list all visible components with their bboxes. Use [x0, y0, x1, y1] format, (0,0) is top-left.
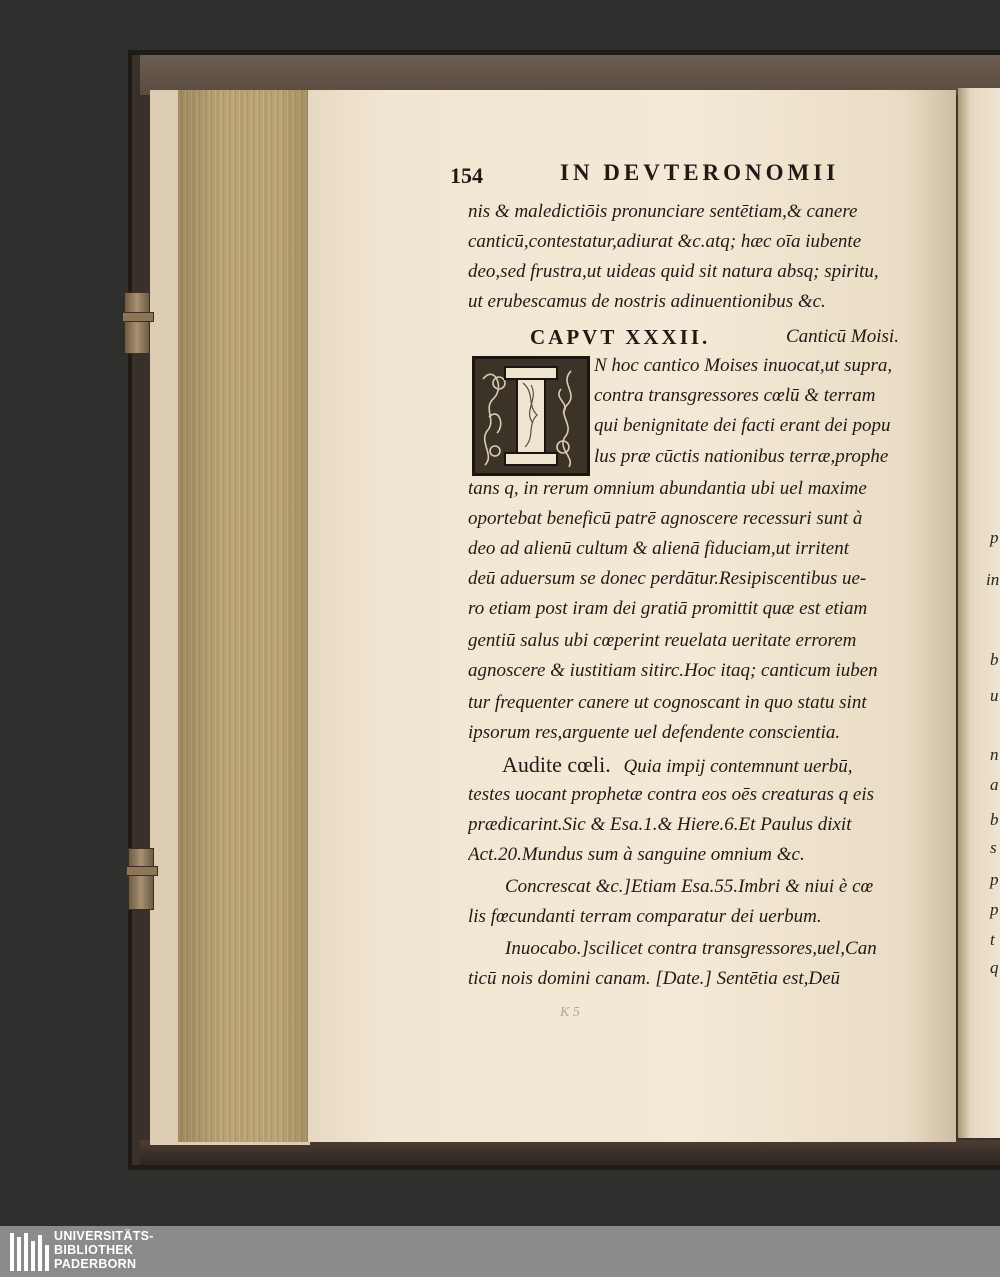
right-page-fragment: n	[990, 745, 999, 764]
right-page-edge	[958, 88, 1000, 1138]
lemma-text: Quia impij contemnunt uerbū,	[623, 756, 853, 777]
right-page-fragment: b	[990, 810, 999, 829]
text-line: Act.20.Mundus sum à sanguine omnium &c.	[468, 844, 805, 865]
right-page-fragment: u	[990, 686, 999, 705]
text-line: lis fœcundanti terram comparatur dei uerbum.	[468, 906, 822, 927]
text-line: oportebat beneficū patrē agnoscere recessuri sunt à	[468, 508, 863, 529]
text-line: qui benignitate dei facti erant dei popu	[594, 415, 891, 436]
institution-line: PADERBORN	[54, 1257, 137, 1271]
text-line: deū aduersum se donec perdātur.Resipiscentibus ue-	[468, 568, 867, 589]
right-page-fragment: in	[986, 570, 1000, 589]
right-page-fragment: p	[990, 528, 999, 547]
page-number: 154	[450, 163, 483, 188]
text-line: ro etiam post iram dei gratiā promittit quæ est etiam	[468, 598, 868, 619]
text-line: ipsorum res,arguente uel defendente conscientia.	[468, 722, 841, 743]
text-line: testes uocant prophetæ contra eos oēs creaturas q eis	[468, 784, 874, 805]
text-line: tur frequenter canere ut cognoscant in quo statu sint	[468, 692, 867, 713]
right-page-fragment: p	[990, 870, 999, 889]
text-line: N hoc cantico Moises inuocat,ut supra,	[594, 355, 893, 376]
chapter-heading: CAPVT XXXII.	[530, 325, 711, 349]
clasp-top	[124, 292, 150, 354]
right-page-fragment: t	[990, 930, 995, 949]
text-line: Concrescat &c.]Etiam Esa.55.Imbri & niui è cœ	[505, 876, 874, 897]
institution-name	[54, 1229, 154, 1271]
page-edges-shade	[178, 90, 323, 1142]
right-page-fragment: s	[990, 838, 997, 857]
decorated-initial	[472, 356, 590, 476]
text-line: ut erubescamus de nostris adinuentionibus &c.	[468, 291, 826, 312]
text-line: contra transgressores cœlū & terram	[594, 385, 876, 406]
institution-line: UNIVERSITÄTS-	[54, 1229, 154, 1243]
lemma-heading: Audite cœli.	[502, 752, 611, 777]
text-line: nis & maledictiōis pronunciare sentētiam,& canere	[468, 201, 858, 222]
institution-line: BIBLIOTHEK	[54, 1243, 134, 1257]
right-page-fragment: b	[990, 650, 999, 669]
text-line: deo ad alienū cultum & alienā fiduciam,ut irritent	[468, 538, 850, 559]
institution-footer	[0, 1226, 1000, 1277]
text-line: tans q, in rerum omnium abundantia ubi uel maxime	[468, 478, 867, 499]
right-page-fragment: q	[990, 958, 999, 977]
clasp-bottom	[128, 848, 154, 910]
library-logo-icon	[8, 1231, 52, 1273]
cover-top-edge	[140, 55, 1000, 95]
text-line: Inuocabo.]scilicet contra transgressores,uel,Can	[505, 938, 877, 959]
text-line: agnoscere & iustitiam sitirc.Hoc itaq; canticum iuben	[468, 660, 878, 681]
right-page-fragment: a	[990, 775, 999, 794]
ornament-foliage-icon	[475, 359, 587, 473]
text-line: prædicarint.Sic & Esa.1.& Hiere.6.Et Paulus dixit	[468, 814, 852, 835]
running-head: IN DEVTERONOMII	[560, 160, 840, 185]
clasp-top-bar	[122, 312, 154, 322]
signature-mark: K 5	[560, 1005, 580, 1020]
clasp-bottom-bar	[126, 866, 158, 876]
text-line: gentiū salus ubi cœperint reuelata ueritate errorem	[468, 630, 857, 651]
chapter-subtitle: Canticū Moisi.	[786, 326, 899, 347]
right-page-fragment: p	[990, 900, 999, 919]
text-line: canticū,contestatur,adiurat &c.atq; hæc oīa iubente	[468, 231, 862, 252]
text-line: ticū nois domini canam. [Date.] Sentētia est,Deū	[468, 968, 841, 989]
lemma-line	[468, 752, 938, 782]
text-line: lus præ cūctis nationibus terræ,prophe	[594, 446, 889, 467]
text-line: deo,sed frustra,ut uideas quid sit natura absq; spiritu,	[468, 261, 879, 282]
